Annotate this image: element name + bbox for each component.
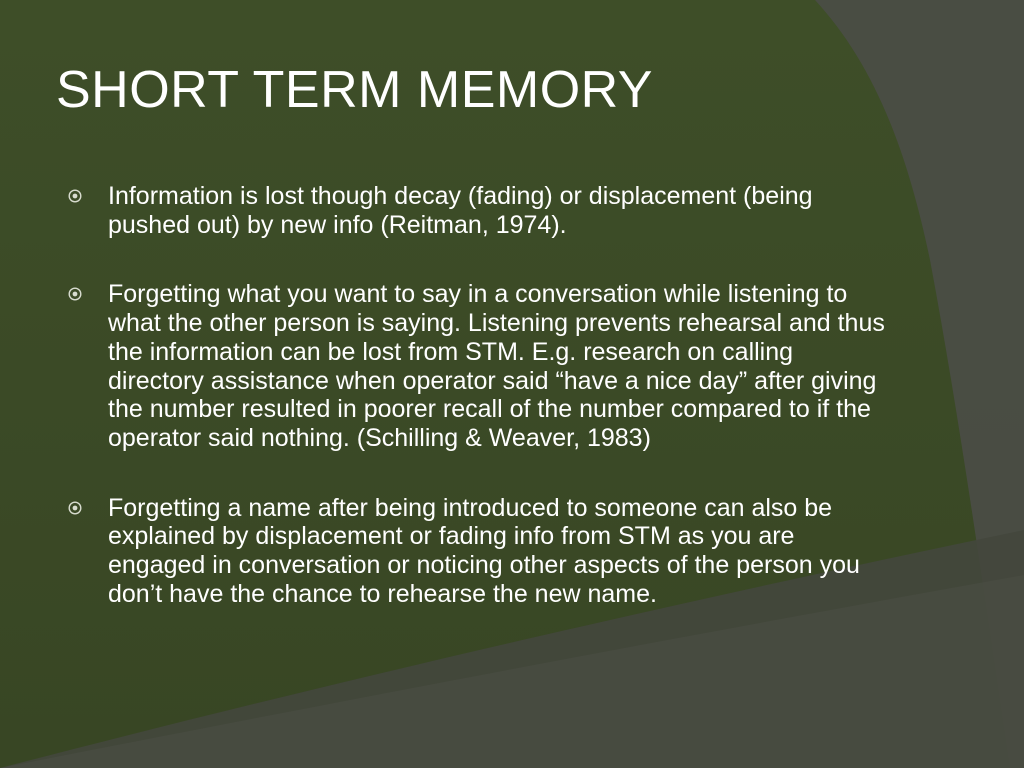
circled-dot-icon	[68, 501, 82, 515]
bullet-text: Forgetting what you want to say in a conversation while listening to what the other person is saying. Listening prevents rehearsal and thus the information can be lost from STM. E.g. research on calling directory assistance when operator said “have a nice day” after giving the number resulted in poorer recall of the number compared to if the operator said nothing. (Schilling & Weaver, 1983)	[108, 280, 885, 452]
bullet-item	[68, 280, 888, 452]
slide-title: SHORT TERM MEMORY	[56, 61, 653, 119]
bullet-item	[68, 494, 888, 609]
bullet-list	[68, 182, 888, 608]
bullet-item	[68, 182, 888, 239]
circled-dot-icon	[68, 287, 82, 301]
bullet-text: Information is lost though decay (fading) or displacement (being pushed out) by new info (Reitman, 1974).	[108, 182, 813, 239]
circled-dot-icon	[68, 189, 82, 203]
bullet-text: Forgetting a name after being introduced to someone can also be explained by displacement or fading info from STM as you are engaged in conversation or noticing other aspects of the person you don’t have the chance to rehearse the new name.	[108, 493, 860, 608]
